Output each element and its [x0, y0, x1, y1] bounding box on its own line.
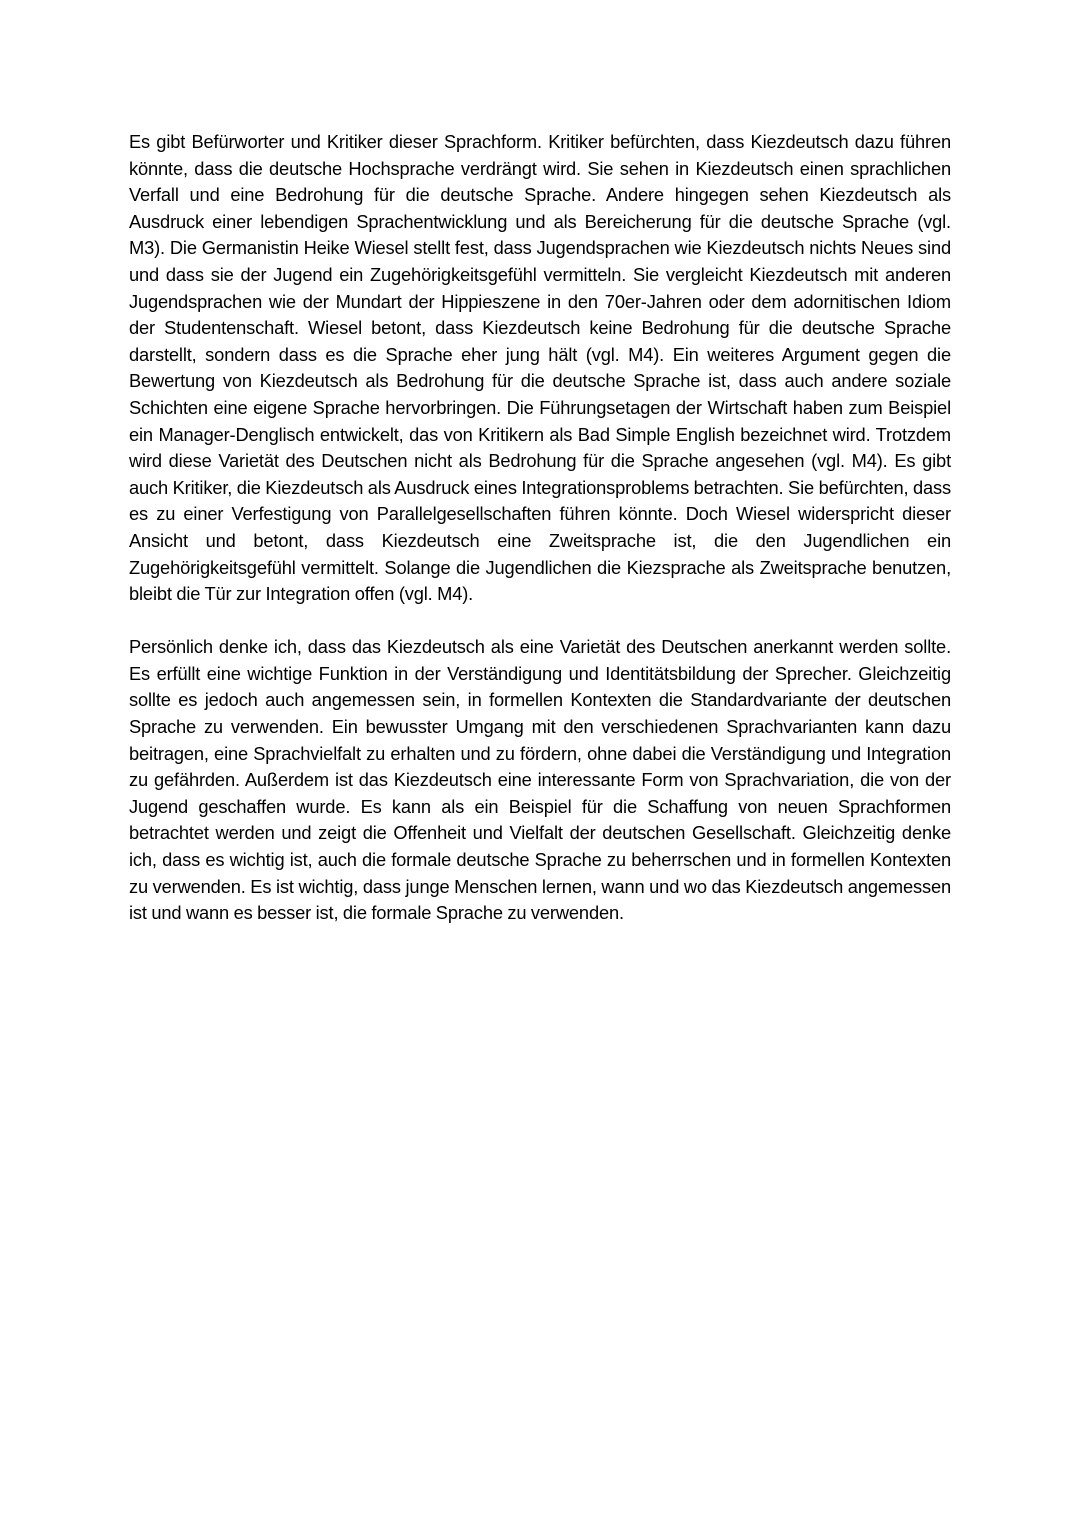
paragraph-personal-opinion: Persönlich denke ich, dass das Kiezdeutsch als eine Varietät des Deutschen anerkannt werden sollte. Es erfüllt eine wichtige Funktion in der Verständigung und Identitätsbildung der Sprecher. Gleichzeitig sollte es jedoch auch angemessen sein, in formellen Kontexten die Standardvariante der deutschen Sprache zu verwenden. Ein bewusster Umgang mit den verschiedenen Sprachvarianten kann dazu beitragen, eine Sprachvielfalt zu erhalten und zu fördern, ohne dabei die Verständigung und Integration zu gefährden. Außerdem ist das Kiezdeutsch eine interessante Form von Sprachvariation, die von der Jugend geschaffen wurde. Es kann als ein Beispiel für die Schaffung von neuen Sprachformen betrachtet werden und zeigt die Offenheit und Vielfalt der deutschen Gesellschaft. Gleichzeitig denke ich, dass es wichtig ist, auch die formale deutsche Sprache zu beherrschen und in formellen Kontexten zu verwenden. Es ist wichtig, dass junge Menschen lernen, wann und wo das Kiezdeutsch angemessen ist und wann es besser ist, die formale Sprache zu verwenden. [129, 636, 951, 924]
paragraph-arguments: Es gibt Befürworter und Kritiker dieser Sprachform. Kritiker befürchten, dass Kiezdeutsch dazu führen könnte, dass die deutsche Hochsprache verdrängt wird. Sie sehen in Kiezdeutsch einen sprachlichen Verfall und eine Bedrohung für die deutsche Sprache. Andere hingegen sehen Kiezdeutsch als Ausdruck einer lebendigen Sprachentwicklung und als Bereicherung für die deutsche Sprache (vgl. M3). Die Germanistin Heike Wiesel stellt fest, dass Jugendsprachen wie Kiezdeutsch nichts Neues sind und dass sie der Jugend ein Zugehörigkeitsgefühl vermitteln. Sie vergleicht Kiezdeutsch mit anderen Jugendsprachen wie der Mundart der Hippieszene in den 70er-Jahren oder dem adornitischen Idiom der Studentenschaft. Wiesel betont, dass Kiezdeutsch keine Bedrohung für die deutsche Sprache darstellt, sondern dass es die Sprache eher jung hält (vgl. M4). Ein weiteres Argument gegen die Bewertung von Kiezdeutsch als Bedrohung für die deutsche Sprache ist, dass auch andere soziale Schichten eine eigene Sprache hervorbringen. Die Führungsetagen der Wirtschaft haben zum Beispiel ein Manager-Denglisch entwickelt, das von Kritikern als Bad Simple English bezeichnet wird. Trotzdem wird diese Varietät des Deutschen nicht als Bedrohung für die Sprache angesehen (vgl. M4). Es gibt auch Kritiker, die Kiezdeutsch als Ausdruck eines Integrationsproblems betrachten. Sie befürchten, dass es zu einer Verfestigung von Parallelgesellschaften führen könnte. Doch Wiesel widerspricht dieser Ansicht und betont, dass Kiezdeutsch eine Zweitsprache ist, die den Jugendlichen ein Zugehörigkeitsgefühl vermittelt. Solange die Jugendlichen die Kiezsprache als Zweitsprache benutzen, bleibt die Tür zur Integration offen (vgl. M4). [129, 131, 951, 605]
document-body [129, 129, 951, 927]
